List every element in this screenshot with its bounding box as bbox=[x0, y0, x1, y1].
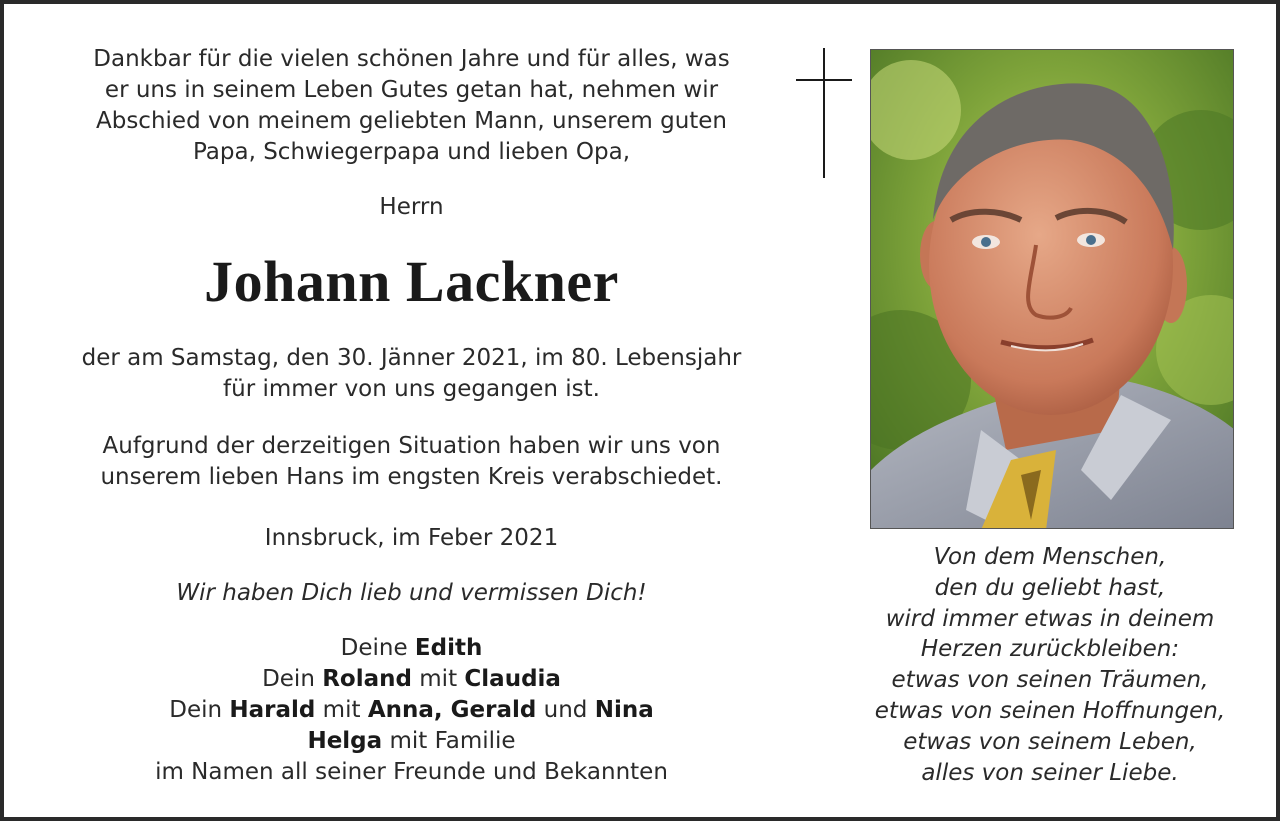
intro-line-4: Papa, Schwiegerpapa und lieben Opa, bbox=[192, 139, 631, 165]
memorial-poem bbox=[854, 542, 1246, 788]
situation-text bbox=[44, 431, 779, 493]
family-signatures bbox=[44, 633, 779, 788]
poem-line: Von dem Menschen, bbox=[933, 544, 1167, 570]
situation-line-1: Aufgrund der derzeitigen Situation haben wir uns von bbox=[102, 433, 721, 459]
cross-icon bbox=[796, 48, 854, 178]
poem-line: etwas von seinen Träumen, bbox=[891, 667, 1209, 694]
family-text: Deine bbox=[340, 635, 415, 661]
poem-line: etwas von seinem Leben, bbox=[903, 728, 1197, 755]
salutation: Herrn bbox=[379, 194, 444, 220]
family-text: mit bbox=[411, 666, 465, 692]
obituary-text bbox=[44, 44, 779, 788]
deceased-name: Johann Lackner bbox=[204, 249, 619, 314]
family-text: Dein bbox=[169, 697, 230, 723]
family-name: Roland bbox=[322, 666, 412, 692]
love-quote: Wir haben Dich lieb und vermissen Dich! bbox=[176, 580, 647, 606]
family-name: Helga bbox=[307, 728, 383, 754]
family-name: Edith bbox=[414, 635, 483, 661]
family-line-5: im Namen all seiner Freunde und Bekannten bbox=[155, 759, 668, 785]
family-text: Dein bbox=[262, 666, 323, 692]
family-text: und bbox=[536, 697, 595, 723]
death-notice-line-1: der am Samstag, den 30. Jänner 2021, im 80. Lebensjahr bbox=[81, 345, 742, 371]
family-line-1 bbox=[44, 633, 779, 664]
poem-line: Herzen zurückbleiben: bbox=[920, 636, 1180, 663]
death-notice bbox=[44, 343, 779, 405]
poem-line: alles von seiner Liebe. bbox=[921, 759, 1179, 786]
family-line-2 bbox=[44, 664, 779, 695]
intro-line-2: er uns in seinem Leben Gutes getan hat, nehmen wir bbox=[104, 77, 719, 103]
poem-line: den du geliebt hast, bbox=[934, 574, 1166, 601]
family-name: Anna, Gerald bbox=[367, 697, 537, 723]
intro-text bbox=[44, 44, 779, 168]
family-text: mit bbox=[315, 697, 368, 723]
family-name: Claudia bbox=[464, 666, 561, 692]
portrait-photo bbox=[870, 49, 1234, 529]
intro-line-3: Abschied von meinem geliebten Mann, unserem guten bbox=[95, 108, 728, 134]
family-name: Harald bbox=[229, 697, 316, 723]
family-name: Nina bbox=[594, 697, 654, 723]
place-date: Innsbruck, im Feber 2021 bbox=[264, 525, 559, 551]
death-notice-line-2: für immer von uns gegangen ist. bbox=[223, 376, 600, 402]
family-text: mit Familie bbox=[382, 728, 516, 754]
family-line-3 bbox=[44, 695, 779, 726]
poem-line: etwas von seinen Hoffnungen, bbox=[874, 697, 1226, 724]
poem-line: wird immer etwas in deinem bbox=[885, 605, 1215, 632]
family-line-4 bbox=[44, 726, 779, 757]
situation-line-2: unserem lieben Hans im engsten Kreis verabschiedet. bbox=[100, 464, 723, 490]
intro-line-1: Dankbar für die vielen schönen Jahre und für alles, was bbox=[93, 46, 730, 72]
